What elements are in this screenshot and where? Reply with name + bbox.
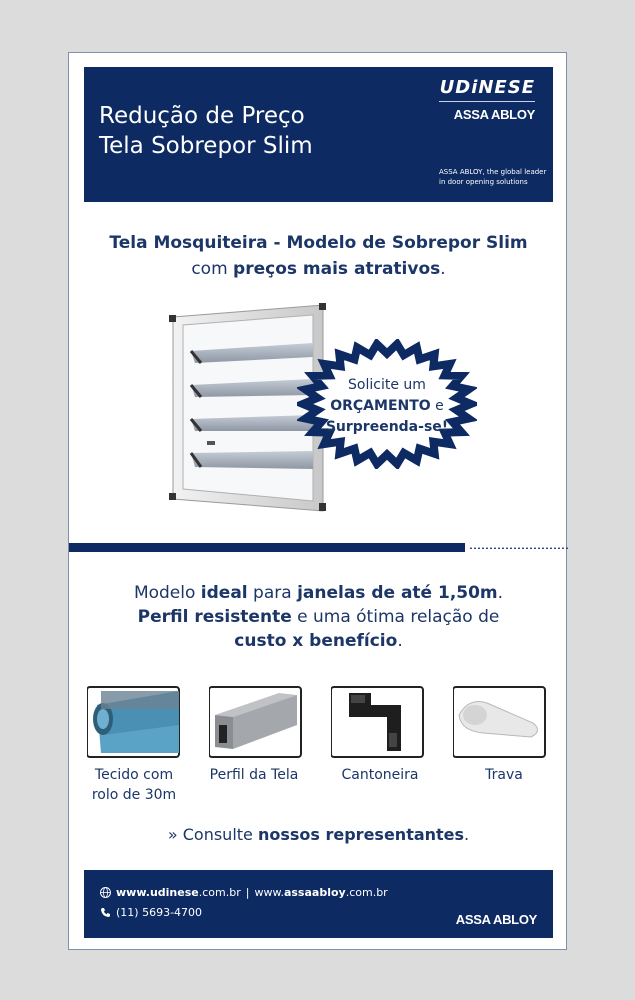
- callout-conj: e: [430, 398, 444, 414]
- stmt-bold: janelas de até 1,50m: [297, 583, 498, 603]
- intro-text: com: [191, 259, 234, 279]
- callout-surprise: Surpreenda-se!: [325, 419, 449, 435]
- assa-abloy-logo[interactable]: ASSA ABLOY: [453, 107, 535, 122]
- consult-representatives-link[interactable]: [69, 825, 568, 844]
- footer-phone[interactable]: [100, 906, 202, 919]
- statement-line1: [69, 583, 568, 603]
- header-title-line2: Tela Sobrepor Slim: [99, 133, 313, 159]
- product-label-latch: [449, 765, 559, 785]
- footer-banner: [84, 870, 553, 938]
- callout-line2: [307, 396, 467, 417]
- intro-emphasis: preços mais atrativos: [233, 259, 441, 279]
- footer-websites: [100, 886, 388, 899]
- callout-line3: [307, 417, 467, 438]
- site1-bold: www.udinese: [116, 886, 199, 899]
- header-title-line1: Redução de Preço: [99, 103, 305, 129]
- logo-divider: [439, 101, 535, 102]
- stmt-text: .: [397, 631, 403, 651]
- callout-budget: ORÇAMENTO: [330, 398, 431, 414]
- fabric-roll-image: [87, 685, 181, 759]
- site2-bold: assaabloy: [283, 886, 346, 899]
- header-banner: [84, 67, 553, 202]
- stmt-bold: ideal: [200, 583, 248, 603]
- label-line: Trava: [485, 767, 523, 783]
- chevron-right-icon: »: [167, 825, 178, 844]
- udinese-logo[interactable]: UDiNESE: [439, 77, 535, 98]
- stmt-text: para: [247, 583, 298, 603]
- statement-line2: [69, 607, 568, 627]
- site-separator: |: [245, 886, 250, 899]
- corner-piece-image: [331, 685, 425, 759]
- consult-period: .: [464, 825, 470, 844]
- stmt-text: Modelo: [133, 583, 201, 603]
- callout-line1: Solicite um: [348, 377, 426, 393]
- label-line: rolo de 30m: [91, 787, 177, 803]
- profile-image: [209, 685, 303, 759]
- intro-subheading: [69, 259, 568, 279]
- footer-assa-abloy-logo[interactable]: ASSA ABLOY: [455, 912, 537, 927]
- stmt-bold: Perfil resistente: [137, 607, 292, 627]
- stmt-bold: custo x benefício: [234, 631, 398, 651]
- consult-text: Consulte: [177, 825, 258, 844]
- stmt-text: e uma ótima relação de: [291, 607, 500, 627]
- site2-rest: .com.br: [345, 886, 388, 899]
- product-label-corner: [325, 765, 435, 785]
- udinese-website-link[interactable]: [116, 886, 241, 899]
- statement-line3: [69, 631, 568, 651]
- divider-dots: [469, 547, 568, 549]
- section-divider: [69, 543, 465, 552]
- product-label-profile: [199, 765, 309, 785]
- globe-icon: [100, 887, 111, 898]
- email-card: [68, 52, 567, 950]
- phone-icon: [100, 907, 111, 918]
- label-line: Perfil da Tela: [209, 767, 299, 783]
- site1-rest: .com.br: [198, 886, 241, 899]
- stmt-text: .: [497, 583, 504, 603]
- intro-heading: Tela Mosquiteira - Modelo de Sobrepor Slim: [109, 233, 528, 253]
- divider-tip: [457, 543, 465, 552]
- label-line: Tecido com: [94, 767, 174, 783]
- latch-image: [453, 685, 547, 759]
- tagline: ASSA ABLOY, the global leader in door opening solutions: [439, 168, 547, 186]
- product-label-fabric: [79, 765, 189, 805]
- phone-number: (11) 5693-4700: [116, 906, 203, 919]
- intro-period: .: [440, 259, 446, 279]
- consult-emphasis: nossos representantes: [257, 825, 465, 844]
- quote-callout[interactable]: [307, 375, 467, 438]
- label-line: Cantoneira: [341, 767, 419, 783]
- site2-pre: www.: [254, 886, 284, 899]
- assaabloy-website-link[interactable]: [254, 886, 387, 899]
